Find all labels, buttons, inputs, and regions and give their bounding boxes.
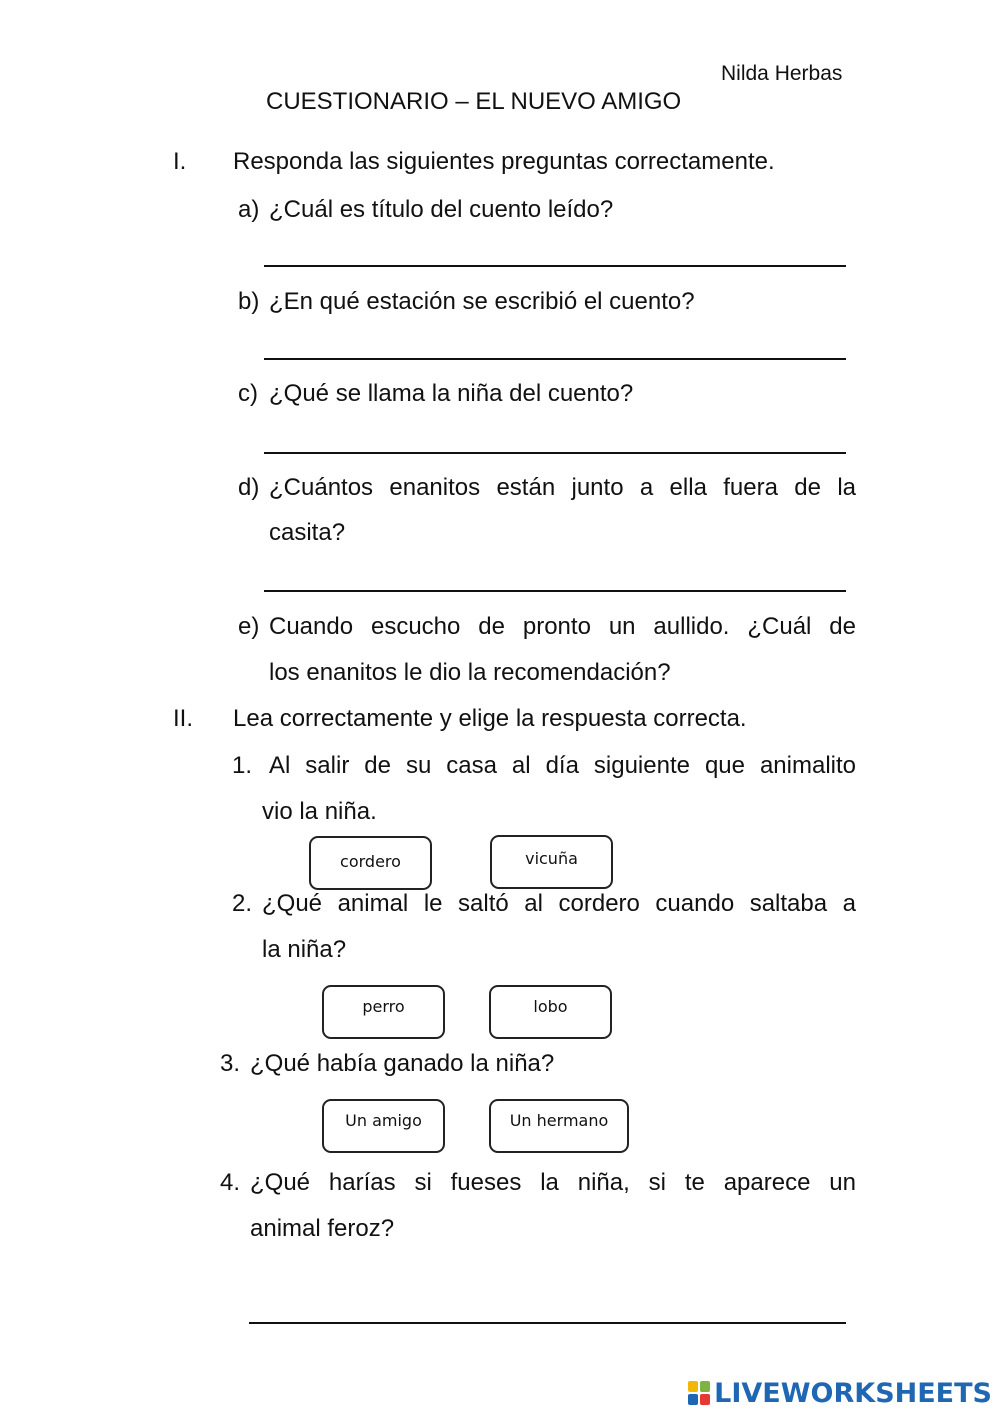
liveworksheets-logo bbox=[688, 1376, 992, 1410]
section-2-instruction: Lea correctamente y elige la respuesta correcta. bbox=[233, 705, 747, 732]
author-name: Nilda Herbas bbox=[721, 62, 843, 85]
question-3-label: 3. bbox=[220, 1050, 241, 1077]
question-e-line1: Cuando escucho de pronto un aullido. ¿Cuál de bbox=[269, 613, 856, 640]
question-2-label: 2. bbox=[232, 890, 253, 917]
section-1-instruction: Responda las siguientes preguntas correctamente. bbox=[233, 148, 775, 175]
question-1-label: 1. bbox=[232, 752, 253, 779]
section-2-numeral: II. bbox=[173, 705, 194, 732]
question-2-line2: la niña? bbox=[262, 936, 347, 963]
answer-line-d[interactable] bbox=[264, 590, 846, 592]
option-vicuna[interactable]: vicuña bbox=[490, 835, 613, 889]
question-4-line1: ¿Qué harías si fueses la niña, si te aparece un bbox=[250, 1169, 856, 1196]
question-e-label: e) bbox=[238, 613, 260, 640]
option-un-amigo[interactable]: Un amigo bbox=[322, 1099, 445, 1153]
question-b-text: ¿En qué estación se escribió el cuento? bbox=[269, 288, 695, 315]
question-a-label: a) bbox=[238, 196, 260, 223]
brand-name: LIVEWORKSHEETS bbox=[714, 1377, 992, 1409]
answer-line-c[interactable] bbox=[264, 452, 846, 454]
option-un-hermano[interactable]: Un hermano bbox=[489, 1099, 629, 1153]
question-c-label: c) bbox=[238, 380, 258, 407]
question-e-line2: los enanitos le dio la recomendación? bbox=[269, 659, 671, 686]
answer-line-a[interactable] bbox=[264, 265, 846, 267]
question-3-text: ¿Qué había ganado la niña? bbox=[250, 1050, 555, 1077]
question-d-label: d) bbox=[238, 474, 260, 501]
question-c-text: ¿Qué se llama la niña del cuento? bbox=[269, 380, 634, 407]
question-a-text: ¿Cuál es título del cuento leído? bbox=[269, 196, 614, 223]
section-1-numeral: I. bbox=[173, 148, 187, 175]
question-4-label: 4. bbox=[220, 1169, 241, 1196]
liveworksheets-mark-icon bbox=[688, 1381, 710, 1405]
worksheet-title: CUESTIONARIO – EL NUEVO AMIGO bbox=[266, 88, 682, 115]
question-1-line2: vio la niña. bbox=[262, 798, 377, 825]
question-2-line1: ¿Qué animal le saltó al cordero cuando saltaba a bbox=[262, 890, 856, 917]
option-lobo[interactable]: lobo bbox=[489, 985, 612, 1039]
question-b-label: b) bbox=[238, 288, 260, 315]
question-1-line1: Al salir de su casa al día siguiente que animalito bbox=[269, 752, 856, 779]
answer-line-4[interactable] bbox=[249, 1322, 846, 1324]
question-4-line2: animal feroz? bbox=[250, 1215, 395, 1242]
option-cordero[interactable]: cordero bbox=[309, 836, 432, 890]
question-d-line1: ¿Cuántos enanitos están junto a ella fuera de la bbox=[269, 474, 856, 501]
option-perro[interactable]: perro bbox=[322, 985, 445, 1039]
answer-line-b[interactable] bbox=[264, 358, 846, 360]
question-d-line2: casita? bbox=[269, 519, 346, 546]
